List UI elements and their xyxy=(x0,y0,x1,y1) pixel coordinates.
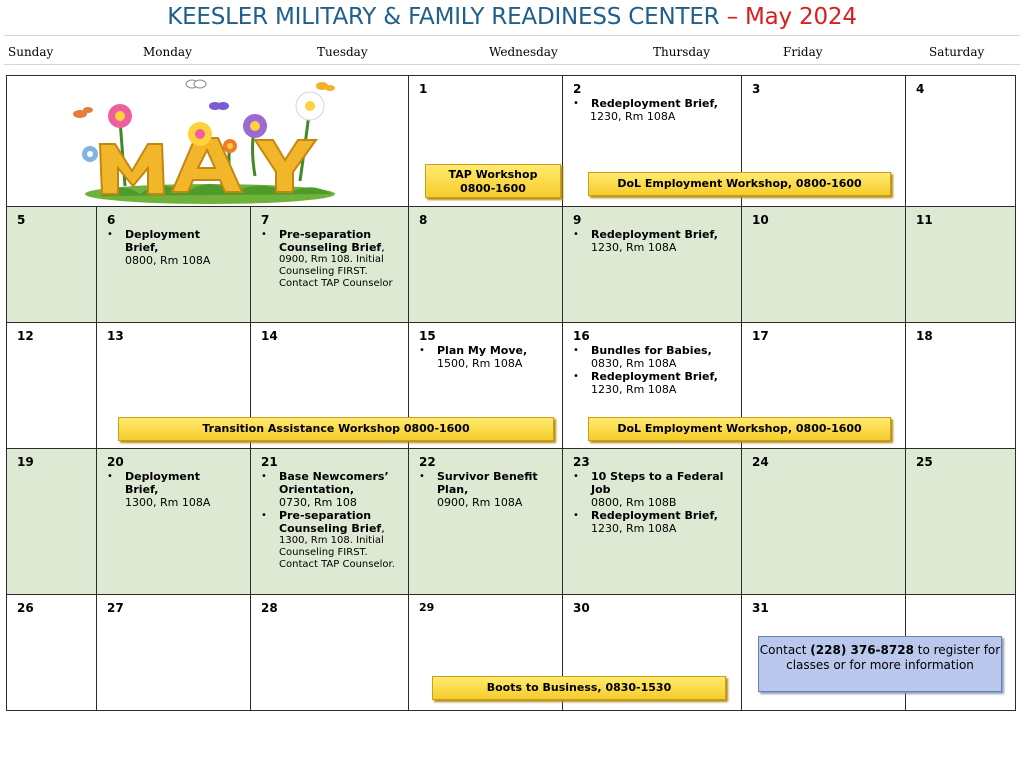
event-title: • 10 Steps to a Federal Job xyxy=(591,470,724,496)
event-title: • Deployment Brief, xyxy=(125,470,200,496)
day-number: 24 xyxy=(752,455,769,469)
day-number: 29 xyxy=(419,601,435,614)
event-item xyxy=(259,470,399,509)
contact-suffix: to register for classes or for more information xyxy=(786,643,1001,672)
day-number: 20 xyxy=(107,455,124,469)
event-title: Pre-separation Counseling Brief xyxy=(279,228,382,254)
may-flowers-clipart-icon xyxy=(60,76,360,204)
day-cell-26[interactable] xyxy=(7,595,97,711)
event-list xyxy=(259,228,408,290)
event-item xyxy=(571,344,718,370)
day-cell-19[interactable] xyxy=(7,449,97,595)
event-title: • Deployment Brief, xyxy=(125,228,200,254)
month-label: May 2024 xyxy=(745,4,857,30)
day-number: 7 xyxy=(261,213,270,227)
event-list xyxy=(417,344,527,370)
title-divider xyxy=(4,35,1020,36)
day-number: 26 xyxy=(17,601,34,615)
day-cell-18[interactable] xyxy=(906,323,1016,449)
event-detail: 0800, Rm 108A xyxy=(125,254,211,267)
event-detail: 1300, Rm 108. Initial xyxy=(279,535,384,546)
transition-assistance-banner[interactable]: Transition Assistance Workshop 0800-1600 xyxy=(118,417,554,441)
dayname-friday: Friday xyxy=(783,45,823,59)
day-number: 5 xyxy=(17,213,26,227)
event-punct: , xyxy=(381,241,385,254)
day-cell-28[interactable] xyxy=(251,595,409,711)
event-list xyxy=(571,97,718,123)
dol-workshop-banner-2[interactable]: DoL Employment Workshop, 0800-1600 xyxy=(588,417,891,441)
day-cell-9[interactable] xyxy=(563,207,742,323)
event-title: • Redeployment Brief, xyxy=(591,97,718,110)
event-title: • Survivor Benefit Plan, xyxy=(437,470,538,496)
dayname-thursday: Thursday xyxy=(653,45,710,59)
day-cell-7[interactable] xyxy=(251,207,409,323)
event-list xyxy=(105,228,220,267)
event-punct: , xyxy=(381,522,385,535)
day-number: 13 xyxy=(107,329,124,343)
day-number: 1 xyxy=(419,82,428,96)
event-item xyxy=(571,509,731,535)
event-item xyxy=(571,470,731,509)
event-list xyxy=(259,470,399,571)
day-number: 6 xyxy=(107,213,116,227)
day-number: 2 xyxy=(573,82,582,96)
event-title: • Plan My Move, xyxy=(437,344,528,357)
event-item xyxy=(417,470,542,509)
day-cell-20[interactable] xyxy=(97,449,251,595)
event-detail: 1230, Rm 108A xyxy=(591,241,677,254)
event-title: Pre-separation Counseling Brief xyxy=(279,509,382,535)
day-number: 12 xyxy=(17,329,34,343)
event-item xyxy=(105,470,220,509)
day-number: 17 xyxy=(752,329,769,343)
day-number: 16 xyxy=(573,329,590,343)
event-item xyxy=(417,344,527,370)
page-title xyxy=(0,4,1024,30)
event-detail: 1230, Rm 108A xyxy=(590,110,676,123)
event-detail: Contact TAP Counselor xyxy=(279,278,393,289)
event-title: • Base Newcomers’ Orientation, xyxy=(279,470,389,496)
event-item xyxy=(571,370,718,396)
dayname-wednesday: Wednesday xyxy=(489,45,558,59)
day-cell-24[interactable] xyxy=(742,449,906,595)
event-list xyxy=(571,470,731,535)
event-detail: 1230, Rm 108A xyxy=(591,383,677,396)
event-detail: 0800, Rm 108B xyxy=(591,496,677,509)
event-list xyxy=(105,470,220,509)
event-item xyxy=(105,228,220,267)
tap-workshop-banner[interactable] xyxy=(425,164,561,198)
day-cell-8[interactable] xyxy=(409,207,563,323)
day-cell-5[interactable] xyxy=(7,207,97,323)
day-cell-25[interactable] xyxy=(906,449,1016,595)
day-number: 4 xyxy=(916,82,925,96)
event-title: • Bundles for Babies, xyxy=(591,344,712,357)
dayname-sunday: Sunday xyxy=(8,45,54,59)
day-number: 30 xyxy=(573,601,590,615)
day-number: 28 xyxy=(261,601,278,615)
center-name: KEESLER MILITARY & FAMILY READINESS CENTER xyxy=(167,4,720,30)
day-number: 10 xyxy=(752,213,769,227)
day-number: 14 xyxy=(261,329,278,343)
day-number: 22 xyxy=(419,455,436,469)
day-cell-27[interactable] xyxy=(97,595,251,711)
day-cell-12[interactable] xyxy=(7,323,97,449)
day-cell-22[interactable] xyxy=(409,449,563,595)
event-detail: 0830, Rm 108A xyxy=(591,357,677,370)
boots-to-business-banner[interactable]: Boots to Business, 0830-1530 xyxy=(432,676,726,700)
contact-prefix: Contact xyxy=(759,643,811,657)
dayname-tuesday: Tuesday xyxy=(317,45,368,59)
event-list xyxy=(571,228,718,254)
event-title: • Redeployment Brief, xyxy=(591,228,718,241)
day-number: 11 xyxy=(916,213,933,227)
event-detail: 0730, Rm 108 xyxy=(279,496,357,509)
banner-title: TAP Workshop xyxy=(448,168,538,181)
event-item xyxy=(571,97,718,123)
event-detail: 0900, Rm 108. Initial xyxy=(279,254,384,265)
day-cell-21[interactable] xyxy=(251,449,409,595)
event-detail: Contact TAP Counselor. xyxy=(279,559,395,570)
day-cell-4[interactable] xyxy=(906,76,1016,207)
dayname-monday: Monday xyxy=(143,45,192,59)
contact-info-box xyxy=(758,636,1002,692)
event-title: • Redeployment Brief, xyxy=(591,509,718,522)
day-cell-23[interactable] xyxy=(563,449,742,595)
day-number: 27 xyxy=(107,601,124,615)
day-number: 23 xyxy=(573,455,590,469)
event-item xyxy=(259,228,408,290)
event-detail: Counseling FIRST. xyxy=(279,266,368,277)
dayname-saturday: Saturday xyxy=(929,45,985,59)
day-cell-10[interactable] xyxy=(742,207,906,323)
day-number: 19 xyxy=(17,455,34,469)
event-item xyxy=(571,228,718,254)
day-number: 15 xyxy=(419,329,436,343)
day-number: 8 xyxy=(419,213,428,227)
day-number: 25 xyxy=(916,455,933,469)
day-number: 3 xyxy=(752,82,761,96)
event-detail: Counseling FIRST. xyxy=(279,547,368,558)
contact-phone[interactable]: (228) 376-8728 xyxy=(810,643,914,657)
title-separator: – xyxy=(719,4,745,30)
dayname-divider xyxy=(4,64,1020,65)
day-number: 18 xyxy=(916,329,933,343)
event-detail: 1500, Rm 108A xyxy=(437,357,523,370)
event-list xyxy=(571,344,718,396)
day-number: 21 xyxy=(261,455,278,469)
event-title: • Redeployment Brief, xyxy=(591,370,718,383)
day-cell-11[interactable] xyxy=(906,207,1016,323)
dol-workshop-banner-1[interactable]: DoL Employment Workshop, 0800-1600 xyxy=(588,172,891,196)
event-detail: 1300, Rm 108A xyxy=(125,496,211,509)
banner-time: 0800-1600 xyxy=(460,182,526,195)
event-item xyxy=(259,509,399,571)
day-number: 9 xyxy=(573,213,582,227)
event-list xyxy=(417,470,542,509)
event-detail: 1230, Rm 108A xyxy=(591,522,677,535)
day-cell-6[interactable] xyxy=(97,207,251,323)
event-detail: 0900, Rm 108A xyxy=(437,496,523,509)
day-number: 31 xyxy=(752,601,769,615)
